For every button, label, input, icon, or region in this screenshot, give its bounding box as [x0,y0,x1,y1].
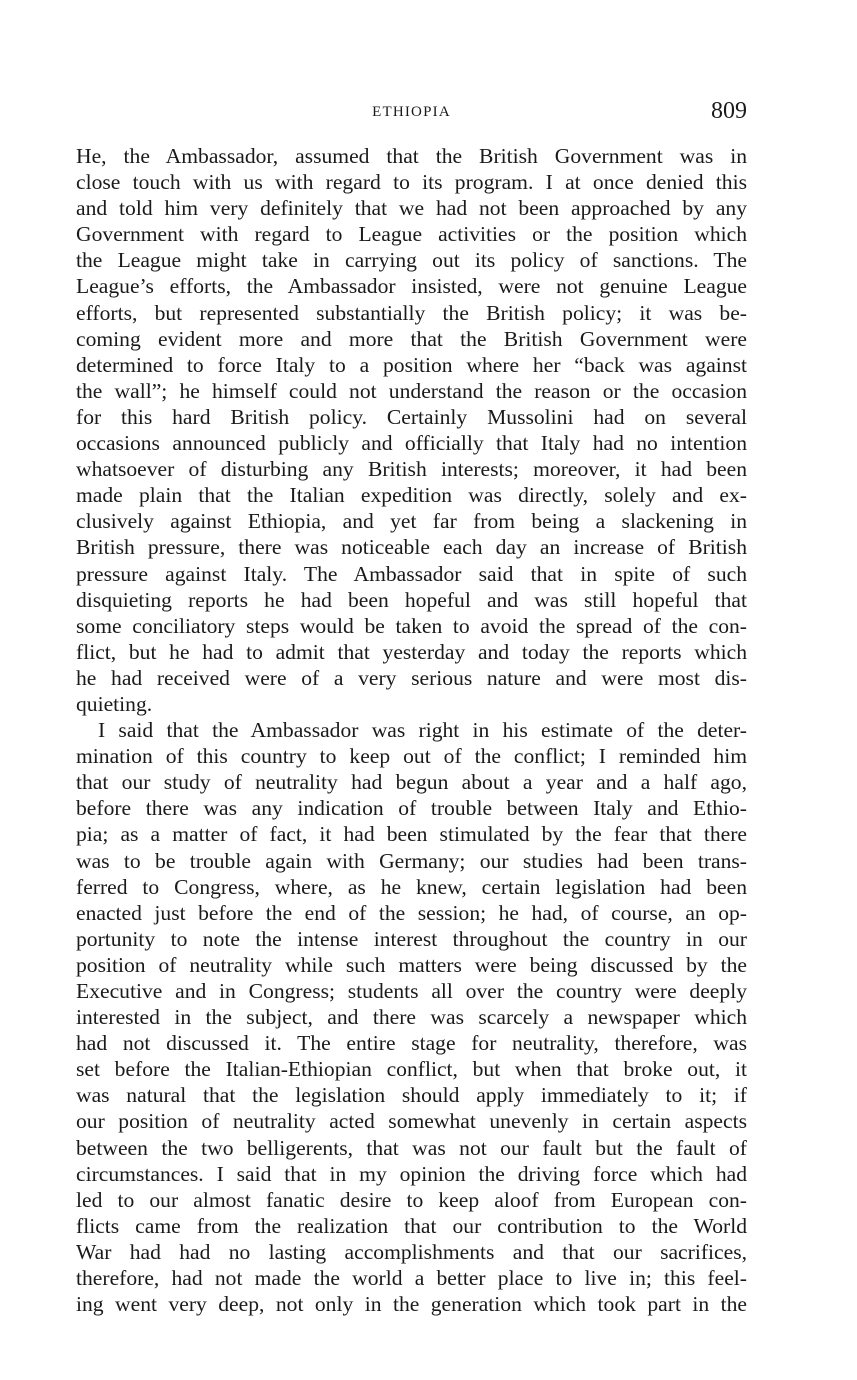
text-line: pia; as a matter of fact, it had been stimulated by the fear that there [76,822,747,847]
text-line: for this hard British policy. Certainly Mussolini had on several [76,404,747,429]
text-line: coming evident more and more that the British Government were [76,326,747,351]
text-line: was natural that the legislation should apply immediately to it; if [76,1083,747,1108]
text-line: determined to force Italy to a position where her “back was against [76,352,747,377]
text-line: between the two belligerents, that was not our fault but the fault of [76,1135,747,1160]
text-line: he had received were of a very serious nature and were most dis- [76,665,747,690]
text-line: British pressure, there was noticeable each day an increase of British [76,535,747,560]
text-line: I said that the Ambassador was right in his estimate of the deter- [98,718,747,743]
text-line: League’s efforts, the Ambassador insisted, were not genuine League [76,274,747,299]
text-line: whatsoever of disturbing any British interests; moreover, it had been [76,457,747,482]
text-line: ing went very deep, not only in the generation which took part in the [76,1292,747,1317]
text-line: Executive and in Congress; students all over the country were deeply [76,979,747,1003]
text-line: circumstances. I said that in my opinion the driving force which had [76,1161,747,1186]
text-line: flicts came from the realization that our contribution to the World [76,1213,747,1238]
text-line: the wall”; he himself could not understand the reason or the occasion [76,378,747,403]
text-line: efforts, but represented substantially the British policy; it was be- [76,300,747,325]
text-line: set before the Italian-Ethiopian conflict, but when that broke out, it [76,1057,747,1082]
text-line: enacted just before the end of the session; he had, of course, an op- [76,900,747,925]
text-line: position of neutrality while such matters were being discussed by the [76,952,747,977]
text-line: portunity to note the intense interest throughout the country in our [76,926,747,951]
text-line: ferred to Congress, where, as he knew, certain legislation had been [76,874,747,899]
page-number: 809 [711,98,747,124]
text-line: occasions announced publicly and officially that Italy had no intention [76,431,747,456]
text-line: disquieting reports he had been hopeful and was still hopeful that [76,587,747,612]
running-head [76,98,747,128]
text-line: therefore, had not made the world a better place to live in; this feel- [76,1266,747,1291]
text-line: before there was any indication of trouble between Italy and Ethio- [76,796,747,821]
text-line: He, the Ambassador, assumed that the British Government was in [76,144,747,168]
text-line: some conciliatory steps would be taken to avoid the spread of the con- [76,613,747,638]
text-line: pressure against Italy. The Ambassador said that in spite of such [76,561,747,586]
text-line: led to our almost fanatic desire to keep aloof from European con- [76,1187,747,1212]
text-line: our position of neutrality acted somewhat unevenly in certain aspects [76,1109,747,1134]
text-line: the League might take in carrying out its policy of sanctions. The [76,248,747,273]
text-line: interested in the subject, and there was scarcely a newspaper which [76,1005,747,1030]
text-line: clusively against Ethiopia, and yet far from being a slackening in [76,509,747,534]
running-title: ETHIOPIA [372,104,451,120]
text-line: had not discussed it. The entire stage for neutrality, therefore, was [76,1031,747,1056]
text-line: Government with regard to League activities or the position which [76,222,747,247]
text-line: War had had no lasting accomplishments and that our sacrifices, [76,1239,747,1264]
text-line: and told him very definitely that we had not been approached by any [76,196,747,221]
text-line: that our study of neutrality had begun about a year and a half ago, [76,770,747,795]
body-text [76,143,747,1317]
text-line: quieting. [76,691,153,716]
text-line: close touch with us with regard to its program. I at once denied this [76,170,747,195]
text-line: mination of this country to keep out of the conflict; I reminded him [76,744,747,769]
text-line: flict, but he had to admit that yesterday and today the reports which [76,639,747,664]
text-line: was to be trouble again with Germany; our studies had been trans- [76,848,747,873]
text-line: made plain that the Italian expedition was directly, solely and ex- [76,483,747,508]
